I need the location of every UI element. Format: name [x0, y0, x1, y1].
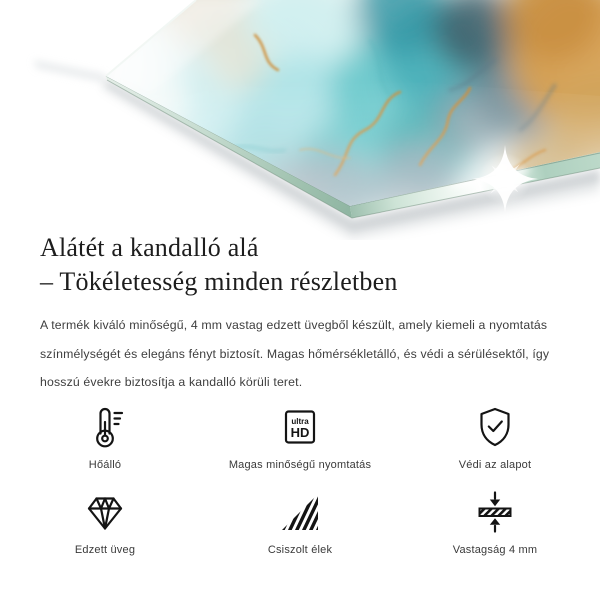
thickness-icon — [473, 488, 517, 534]
feature-label: Csiszolt élek — [267, 544, 333, 556]
description-line: hosszú évekre biztosítja a kandalló körüli teret. — [40, 375, 303, 390]
feature-polished-edges — [170, 488, 430, 556]
ultra-hd-icon — [278, 403, 322, 449]
page-title-line-2: – Tökéletesség minden részletben — [40, 267, 398, 296]
thermometer-icon — [83, 403, 127, 449]
diamond-icon — [83, 488, 127, 534]
feature-protects-base — [430, 403, 560, 471]
description-line: színmélységét és elegáns fényt biztosít. Magas hőmérsékletálló, és védi a sérülésektől, így — [40, 346, 550, 361]
page-title — [40, 231, 398, 299]
product-description — [40, 311, 560, 397]
shield-check-icon — [473, 403, 517, 449]
feature-thickness — [430, 488, 560, 556]
description-line: A termék kiváló minőségű, 4 mm vastag edzett üvegből készült, amely kiemeli a nyomtatás — [40, 318, 548, 332]
feature-heat-resistant — [40, 403, 170, 471]
page-title-line-1: Alátét a kandalló alá — [40, 233, 259, 262]
feature-label: Vastagság 4 mm — [452, 544, 538, 556]
feature-label: Védi az alapot — [458, 459, 532, 471]
ultra-hd-icon-text-bottom: HD — [290, 425, 310, 440]
polished-edges-icon — [278, 488, 322, 534]
feature-label: Edzett üveg — [74, 544, 136, 556]
product-photo — [0, 0, 600, 240]
feature-label: Hőálló — [88, 459, 122, 471]
feature-label: Magas minőségű nyomtatás — [228, 459, 372, 471]
feature-tempered-glass — [40, 488, 170, 556]
feature-grid — [40, 403, 560, 556]
ultra-hd-icon-text-top: ultra — [291, 417, 309, 426]
feature-print-quality — [170, 403, 430, 471]
